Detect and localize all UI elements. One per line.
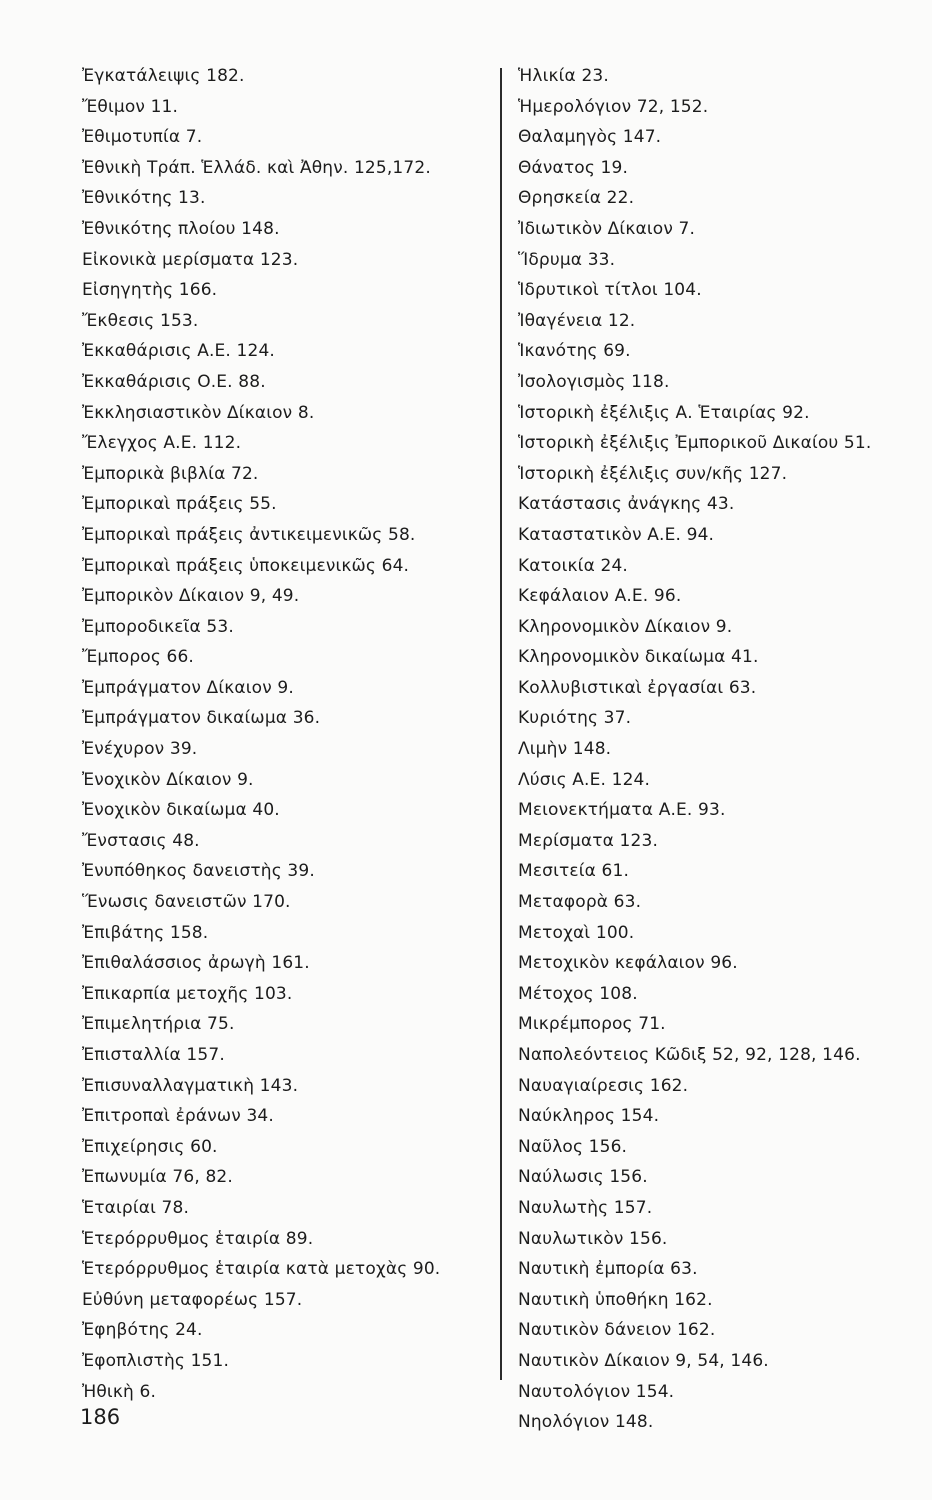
index-entry: Ἰθαγένεια 12. bbox=[518, 310, 636, 331]
index-entry: Ἕνωσις δανειστῶν 170. bbox=[82, 892, 291, 913]
index-entry: Ἐμπορικαὶ πράξεις 55. bbox=[82, 494, 277, 515]
index-entry: Εὐθύνη μεταφορέως 157. bbox=[82, 1289, 303, 1310]
page-number: 186 bbox=[80, 1405, 121, 1429]
index-entry: Ἰσολογισμὸς 118. bbox=[518, 371, 670, 392]
index-entry: Μεσιτεία 61. bbox=[518, 861, 630, 882]
index-entry: Μέτοχος 108. bbox=[518, 983, 638, 1004]
index-entry: Ἐπιθαλάσσιος ἀρωγὴ 161. bbox=[82, 953, 310, 974]
index-entry: Ἐπικαρπία μετοχῆς 103. bbox=[82, 983, 293, 1004]
index-entry: Ναυτικὴ ἐμπορία 63. bbox=[518, 1259, 698, 1280]
index-entry: Ἔλεγχος Α.Ε. 112. bbox=[82, 433, 242, 454]
index-entry: Καταστατικὸν Α.Ε. 94. bbox=[518, 524, 715, 545]
index-entry: Ἐπωνυμία 76, 82. bbox=[82, 1167, 233, 1188]
index-entry: Ἱστορικὴ ἐξέλιξις συν/κῆς 127. bbox=[518, 463, 788, 484]
index-entry: Κολλυβιστικαὶ ἐργασίαι 63. bbox=[518, 677, 757, 698]
index-entry: Ἐπιμελητήρια 75. bbox=[82, 1014, 235, 1035]
index-entry: Νηολόγιον 148. bbox=[518, 1412, 654, 1433]
index-entry: Ναῦλος 156. bbox=[518, 1136, 628, 1157]
index-entry: Θάνατος 19. bbox=[518, 157, 628, 178]
index-entry: Ἐμπορικαὶ πράξεις ἀντικειμενικῶς 58. bbox=[82, 524, 416, 545]
index-entry: Ἑτερόρρυθμος ἑταιρία κατὰ μετοχὰς 90. bbox=[82, 1259, 441, 1280]
index-entry: Ναυλωτικὸν 156. bbox=[518, 1228, 668, 1249]
index-entry: Ἐπισυναλλαγματικὴ 143. bbox=[82, 1075, 299, 1096]
index-entry: Μετοχικὸν κεφάλαιον 96. bbox=[518, 953, 738, 974]
index-entry: Ἑταιρίαι 78. bbox=[82, 1197, 190, 1218]
index-entry: Ἡμερολόγιον 72, 152. bbox=[518, 96, 709, 117]
index-entry: Λιμὴν 148. bbox=[518, 739, 612, 760]
index-entry: Εἰσηγητὴς 166. bbox=[82, 280, 218, 301]
index-entry: Ναυτικὸν Δίκαιον 9, 54, 146. bbox=[518, 1350, 769, 1371]
index-entry: Ἔκθεσις 153. bbox=[82, 310, 199, 331]
index-entry: Ἐμπορικαὶ πράξεις ὑποκειμενικῶς 64. bbox=[82, 555, 410, 576]
index-entry: Ἐθνικότης 13. bbox=[82, 188, 206, 209]
index-entry: Ναυτολόγιον 154. bbox=[518, 1381, 675, 1402]
index-entry: Ἐμπράγματον Δίκαιον 9. bbox=[82, 677, 294, 698]
index-entry: Κληρονομικὸν δικαίωμα 41. bbox=[518, 647, 759, 668]
index-entry: Ἐθνικὴ Τράπ. Ἑλλάδ. καὶ Ἀθην. 125,172. bbox=[82, 157, 431, 178]
index-entry: Ἱστορικὴ ἐξέλιξις Ἐμπορικοῦ Δικαίου 51. bbox=[518, 433, 872, 454]
index-entry: Μικρέμπορος 71. bbox=[518, 1014, 666, 1035]
index-entry: Ἐκκαθάρισις Α.Ε. 124. bbox=[82, 341, 275, 362]
index-entry: Ναυαγιαίρεσις 162. bbox=[518, 1075, 689, 1096]
index-entry: Ἰδιωτικὸν Δίκαιον 7. bbox=[518, 218, 696, 239]
index-entry: Ἐμπράγματον δικαίωμα 36. bbox=[82, 708, 321, 729]
index-entry: Ἐφηβότης 24. bbox=[82, 1320, 203, 1341]
index-entry: Ἔνστασις 48. bbox=[82, 830, 200, 851]
index-entry: Ἐνοχικὸν δικαίωμα 40. bbox=[82, 800, 280, 821]
index-entry: Ἐκκαθάρισις Ο.Ε. 88. bbox=[82, 371, 266, 392]
index-entry: Ἔθιμον 11. bbox=[82, 96, 179, 117]
index-entry: Ἐνυπόθηκος δανειστὴς 39. bbox=[82, 861, 315, 882]
index-entry: Θρησκεία 22. bbox=[518, 188, 635, 209]
index-entry: Ἐπισταλλία 157. bbox=[82, 1045, 225, 1065]
index-entry: Ἐμπορικὸν Δίκαιον 9, 49. bbox=[82, 586, 300, 607]
index-entry: Ἔμπορος 66. bbox=[82, 647, 194, 668]
index-entry: Μεταφορὰ 63. bbox=[518, 892, 642, 913]
index-entry: Ναύλωσις 156. bbox=[518, 1167, 648, 1188]
index-entry: Ἐθιμοτυπία 7. bbox=[82, 127, 203, 148]
index-column-left bbox=[82, 61, 492, 1407]
index-entry: Ναυτικὴ ὑποθήκη 162. bbox=[518, 1289, 713, 1310]
index-entry: Ναυτικὸν δάνειον 162. bbox=[518, 1320, 716, 1341]
index-entry: Κεφάλαιον Α.Ε. 96. bbox=[518, 586, 682, 607]
index-entry: Ἐκκλησιαστικὸν Δίκαιον 8. bbox=[82, 402, 315, 423]
index-entry: Κληρονομικὸν Δίκαιον 9. bbox=[518, 616, 733, 637]
index-entry: Ἐμπορικὰ βιβλία 72. bbox=[82, 463, 259, 484]
index-entry: Ἵδρυμα 33. bbox=[518, 249, 616, 270]
index-entry: Ἐθνικότης πλοίου 148. bbox=[82, 218, 280, 239]
index-entry: Ἡλικία 23. bbox=[518, 66, 609, 86]
index-entry: Ναυλωτὴς 157. bbox=[518, 1197, 653, 1218]
index-entry: Ἐγκατάλειψις 182. bbox=[82, 66, 245, 86]
index-entry: Ἱδρυτικοὶ τίτλοι 104. bbox=[518, 280, 702, 301]
index-entry: Κατοικία 24. bbox=[518, 555, 628, 576]
index-entry: Ἐνοχικὸν Δίκαιον 9. bbox=[82, 769, 254, 790]
index-entry: Μερίσματα 123. bbox=[518, 830, 658, 851]
index-entry: Ἐνέχυρον 39. bbox=[82, 739, 198, 760]
index-entry: Ἐμποροδικεῖα 53. bbox=[82, 616, 234, 637]
index-entry: Ἐπιτροπαὶ ἐράνων 34. bbox=[82, 1106, 274, 1127]
index-entry: Κατάστασις ἀνάγκης 43. bbox=[518, 494, 735, 515]
index-entry: Ἱκανότης 69. bbox=[518, 341, 631, 362]
index-entry: Ναύκληρος 154. bbox=[518, 1106, 660, 1127]
index-entry: Λύσις Α.Ε. 124. bbox=[518, 769, 651, 790]
index-entry: Εἰκονικὰ μερίσματα 123. bbox=[82, 249, 299, 270]
index-entry: Κυριότης 37. bbox=[518, 708, 632, 729]
index-entry: Μετοχαὶ 100. bbox=[518, 922, 635, 943]
index-entry: Ἐπιβάτης 158. bbox=[82, 922, 209, 943]
index-entry: Ἐπιχείρησις 60. bbox=[82, 1136, 218, 1157]
index-entry: Ἐφοπλιστὴς 151. bbox=[82, 1350, 230, 1371]
index-entry: Θαλαμηγὸς 147. bbox=[518, 127, 662, 148]
index-entry: Μειονεκτήματα Α.Ε. 93. bbox=[518, 800, 726, 821]
index-entry: Ναπολεόντειος Κῶδιξ 52, 92, 128, 146. bbox=[518, 1045, 861, 1065]
index-column-right bbox=[518, 61, 928, 1438]
index-entry: Ἠθικὴ 6. bbox=[82, 1381, 156, 1402]
index-entry: Ἱστορικὴ ἐξέλιξις Α. Ἑταιρίας 92. bbox=[518, 402, 810, 423]
column-divider bbox=[500, 68, 502, 1380]
index-entry: Ἑτερόρρυθμος ἑταιρία 89. bbox=[82, 1228, 314, 1249]
